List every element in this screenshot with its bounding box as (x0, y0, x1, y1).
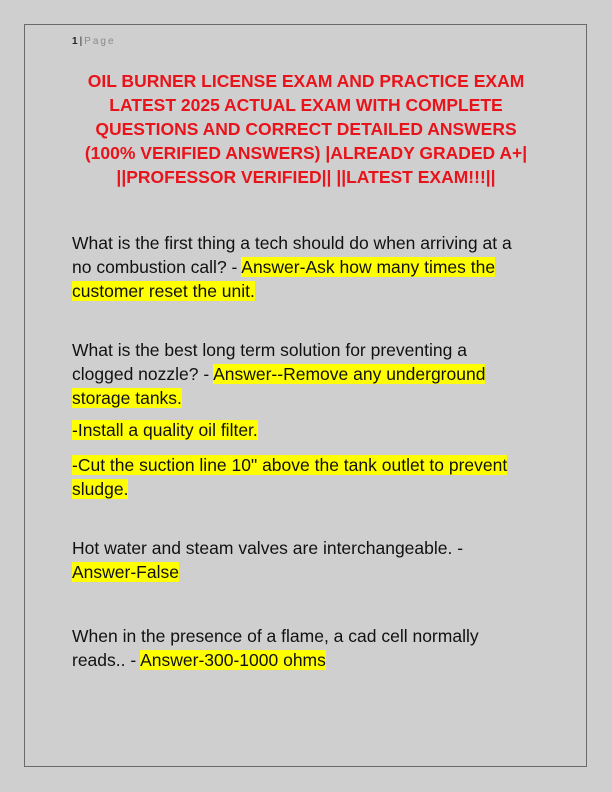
answer-text: -Cut the suction line 10" above the tank outlet to prevent (72, 455, 508, 475)
answer-text: Answer-False (72, 562, 179, 582)
title-line: OIL BURNER LICENSE EXAM AND PRACTICE EXAM (87, 71, 525, 91)
page-number: 1 (72, 36, 78, 47)
page-label: Page (84, 36, 116, 47)
answer-text: Answer-300-1000 ohms (140, 650, 326, 670)
answer-text: storage tanks. (72, 388, 182, 408)
page-number-header (72, 36, 116, 47)
answer-text: customer reset the unit. (72, 281, 255, 301)
question-text: Hot water and steam valves are interchangeable. - (72, 538, 464, 558)
title-line: QUESTIONS AND CORRECT DETAILED ANSWERS (95, 119, 517, 139)
answer-text: Answer--Remove any underground (213, 364, 486, 384)
question-answer-line (72, 649, 326, 671)
question-answer-line (72, 256, 495, 278)
question-text: reads.. - (72, 650, 141, 670)
question-text: What is the first thing a tech should do when arriving at a (72, 233, 512, 253)
document-title (60, 69, 552, 189)
title-line: LATEST 2025 ACTUAL EXAM WITH COMPLETE (109, 95, 503, 115)
question-answer-line (72, 363, 485, 385)
question-text: clogged nozzle? - (72, 364, 214, 384)
question-text: What is the best long term solution for preventing a (72, 340, 467, 360)
separator: | (79, 36, 83, 47)
answer-text: Answer-Ask how many times the (241, 257, 496, 277)
answer-text: sludge. (72, 479, 129, 499)
question-text: no combustion call? - (72, 257, 242, 277)
title-line: ||PROFESSOR VERIFIED|| ||LATEST EXAM!!!|| (116, 167, 496, 187)
question-text: When in the presence of a flame, a cad cell normally (72, 626, 479, 646)
title-line: (100% VERIFIED ANSWERS) |ALREADY GRADED A+| (84, 143, 528, 163)
answer-text: -Install a quality oil filter. (72, 420, 258, 440)
